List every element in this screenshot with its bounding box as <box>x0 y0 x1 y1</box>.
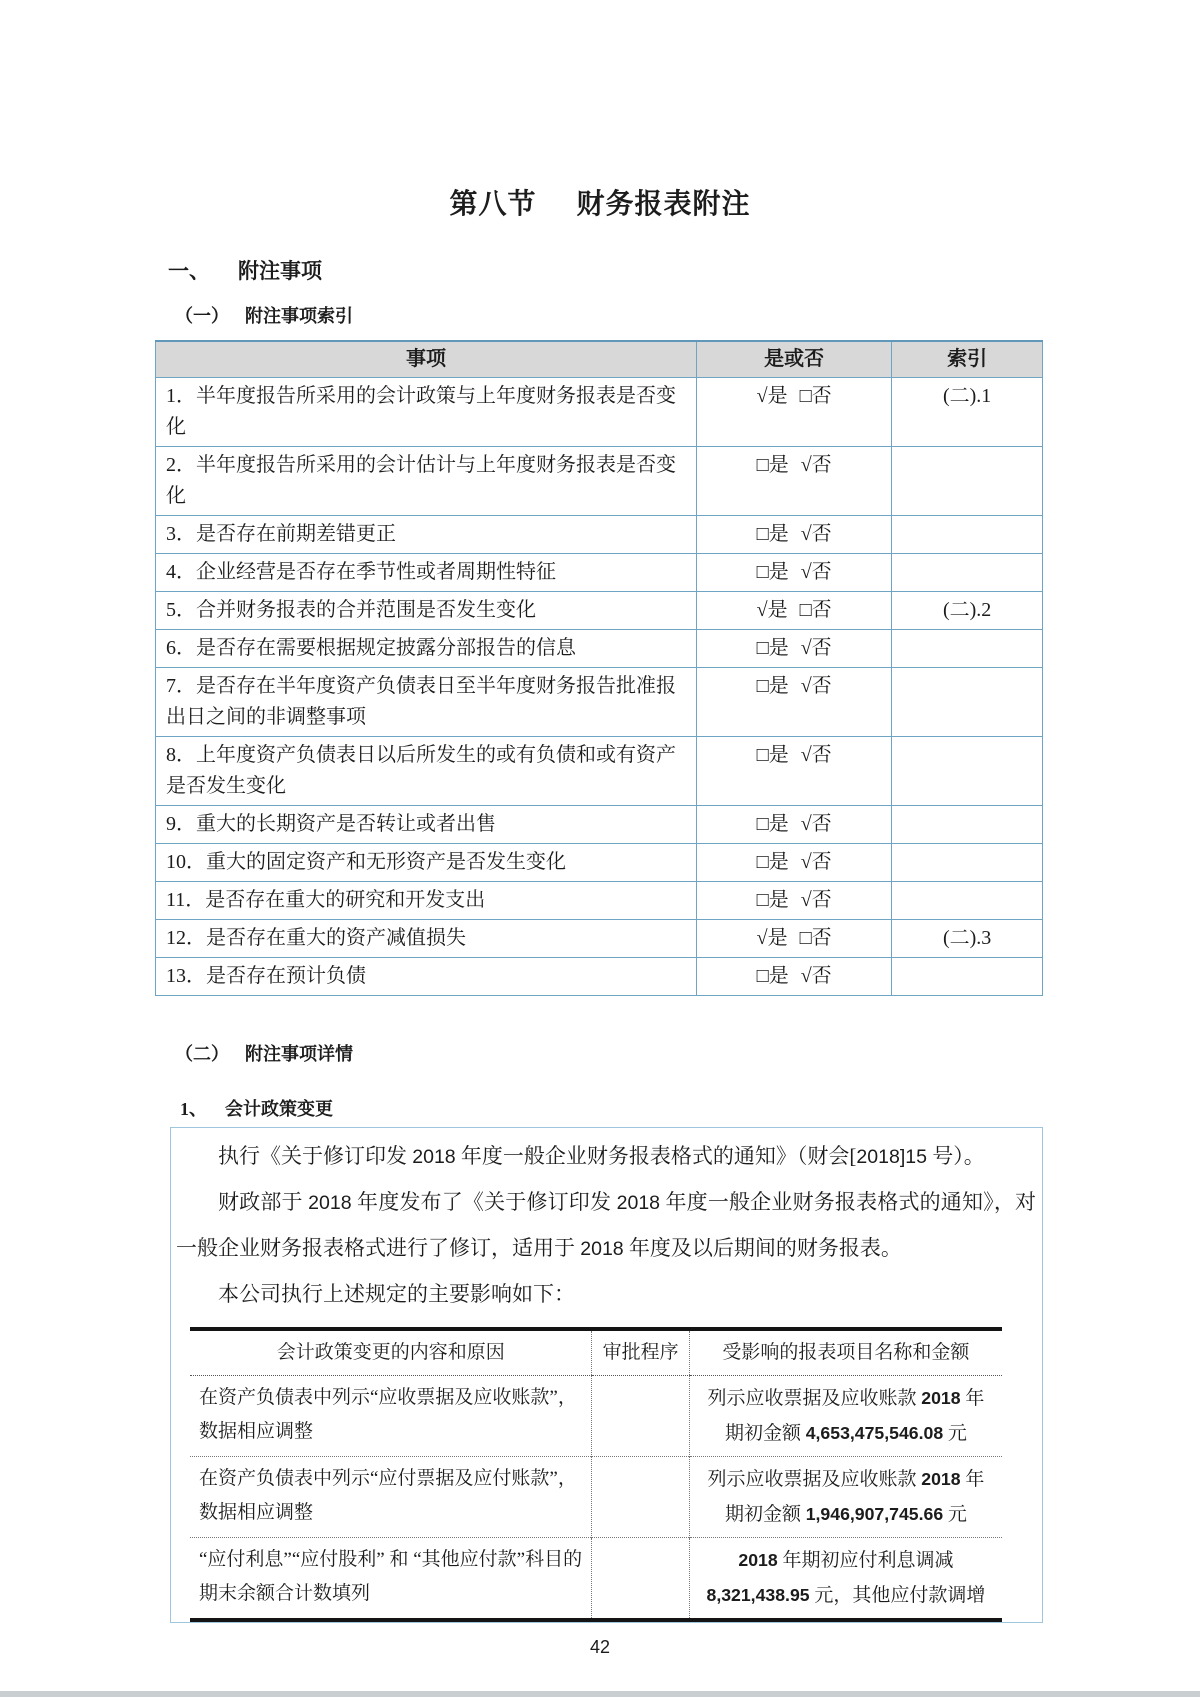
policy-change-section-box <box>170 1127 1043 1623</box>
column-header: 审批程序 <box>592 1329 689 1376</box>
matter-cell: 10．重大的固定资产和无形资产是否发生变化 <box>156 844 697 882</box>
heading-text: 附注事项 <box>238 259 322 283</box>
yes-no-cell: □是 √否 <box>697 447 892 516</box>
table-row <box>156 447 1043 516</box>
heading-number: 1、 <box>180 1099 207 1119</box>
matter-cell: 1．半年度报告所采用的会计政策与上年度财务报表是否变化 <box>156 378 697 447</box>
approval-procedure-cell <box>592 1538 689 1621</box>
table-row <box>156 378 1043 447</box>
section-number: 第八节 <box>449 189 537 220</box>
matter-cell: 3．是否存在前期差错更正 <box>156 516 697 554</box>
heading-number: （一） <box>175 306 229 326</box>
matter-cell: 9．重大的长期资产是否转让或者出售 <box>156 806 697 844</box>
yes-no-cell: □是 √否 <box>697 806 892 844</box>
matter-cell: 6．是否存在需要根据规定披露分部报告的信息 <box>156 630 697 668</box>
matter-cell: 2．半年度报告所采用的会计估计与上年度财务报表是否变化 <box>156 447 697 516</box>
yes-no-cell: □是 √否 <box>697 844 892 882</box>
paragraph-mof-issue: 财政部于 2018 年度发布了《关于修订印发 2018 年度一般企业财务报表格式的通知》，对一般企业财务报表格式进行了修订，适用于 2018 年度及以后期间的财务报表。 <box>176 1190 1037 1260</box>
table-row <box>156 737 1043 806</box>
yes-no-cell: □是 √否 <box>697 668 892 737</box>
approval-procedure-cell <box>592 1457 689 1538</box>
table-row <box>156 630 1043 668</box>
index-ref-cell: (二).2 <box>892 592 1043 630</box>
heading-text: 会计政策变更 <box>225 1099 333 1119</box>
matter-cell: 11．是否存在重大的研究和开发支出 <box>156 882 697 920</box>
affected-items-cell: 列示应收票据及应收账款 2018 年期初金额 4,653,475,546.08 元 <box>689 1376 1002 1457</box>
page-bottom-edge <box>0 1691 1200 1697</box>
section-title-text: 财务报表附注 <box>576 189 751 220</box>
policy-impact-table <box>190 1327 1002 1622</box>
yes-no-cell: √是 □否 <box>697 378 892 447</box>
matter-cell: 8．上年度资产负债表日以后所发生的或有负债和或有资产是否发生变化 <box>156 737 697 806</box>
index-ref-cell: (二).3 <box>892 920 1043 958</box>
table-row <box>156 958 1043 996</box>
page-number: 42 <box>589 1637 611 1657</box>
matter-cell: 4．企业经营是否存在季节性或者周期性特征 <box>156 554 697 592</box>
heading-accounting-policy-change <box>180 1095 1200 1121</box>
table-row <box>156 668 1043 737</box>
table-row <box>156 592 1043 630</box>
column-header: 受影响的报表项目名称和金额 <box>689 1329 1002 1376</box>
column-header: 是或否 <box>697 341 892 378</box>
column-header: 索引 <box>892 341 1043 378</box>
matter-cell: 5．合并财务报表的合并范围是否发生变化 <box>156 592 697 630</box>
notes-index-table <box>155 340 1043 996</box>
paragraph-main-impact-intro: 本公司执行上述规定的主要影响如下： <box>218 1282 575 1306</box>
table-row <box>156 920 1043 958</box>
change-content-cell: “应付利息”“应付股利” 和 “其他应付款”科目的期末余额合计数填列 <box>190 1538 592 1621</box>
table-header-row <box>156 341 1043 378</box>
matter-cell: 7．是否存在半年度资产负债表日至半年度财务报告批准报出日之间的非调整事项 <box>156 668 697 737</box>
index-ref-cell <box>892 554 1043 592</box>
heading-notes-index <box>175 302 1200 328</box>
heading-number: 一、 <box>168 259 210 283</box>
index-ref-cell <box>892 516 1043 554</box>
table-row <box>190 1538 1002 1621</box>
heading-text: 附注事项索引 <box>245 306 353 326</box>
index-ref-cell <box>892 882 1043 920</box>
yes-no-cell: □是 √否 <box>697 554 892 592</box>
yes-no-cell: √是 □否 <box>697 592 892 630</box>
table-row <box>156 516 1043 554</box>
heading-number: （二） <box>175 1044 229 1064</box>
heading-text: 附注事项详情 <box>245 1044 353 1064</box>
yes-no-cell: □是 √否 <box>697 882 892 920</box>
approval-procedure-cell <box>592 1376 689 1457</box>
index-ref-cell <box>892 447 1043 516</box>
yes-no-cell: □是 √否 <box>697 737 892 806</box>
matter-cell: 13．是否存在预计负债 <box>156 958 697 996</box>
index-ref-cell <box>892 844 1043 882</box>
heading-notes-details <box>175 1040 1200 1066</box>
index-ref-cell <box>892 668 1043 737</box>
affected-items-cell: 2018 年期初应付利息调减 8,321,438.95 元，其他应付款调增 <box>689 1538 1002 1621</box>
affected-items-cell: 列示应收票据及应收账款 2018 年期初金额 1,946,907,745.66 元 <box>689 1457 1002 1538</box>
index-ref-cell <box>892 806 1043 844</box>
table-row <box>190 1376 1002 1457</box>
yes-no-cell: √是 □否 <box>697 920 892 958</box>
change-content-cell: 在资产负债表中列示“应收票据及应收账款”，数据相应调整 <box>199 1387 577 1442</box>
table-row <box>190 1457 1002 1538</box>
column-header: 事项 <box>156 341 697 378</box>
index-ref-cell <box>892 737 1043 806</box>
change-content-cell: 在资产负债表中列示“应付票据及应付账款”，数据相应调整 <box>190 1457 592 1538</box>
paragraph-policy-notice: 执行《关于修订印发 2018 年度一般企业财务报表格式的通知》（财会[2018]15 号）。 <box>218 1144 985 1168</box>
yes-no-cell: □是 √否 <box>697 516 892 554</box>
index-ref-cell: (二).1 <box>892 378 1043 447</box>
table-row <box>156 882 1043 920</box>
heading-notes-matters <box>168 255 1200 285</box>
index-ref-cell <box>892 630 1043 668</box>
yes-no-cell: □是 √否 <box>697 630 892 668</box>
table-row <box>156 806 1043 844</box>
index-ref-cell <box>892 958 1043 996</box>
table-row <box>156 844 1043 882</box>
page-title <box>0 0 1200 222</box>
matter-cell: 12．是否存在重大的资产减值损失 <box>156 920 697 958</box>
table-header-row <box>190 1329 1002 1376</box>
table-row <box>156 554 1043 592</box>
column-header: 会计政策变更的内容和原因 <box>190 1329 592 1376</box>
yes-no-cell: □是 √否 <box>697 958 892 996</box>
